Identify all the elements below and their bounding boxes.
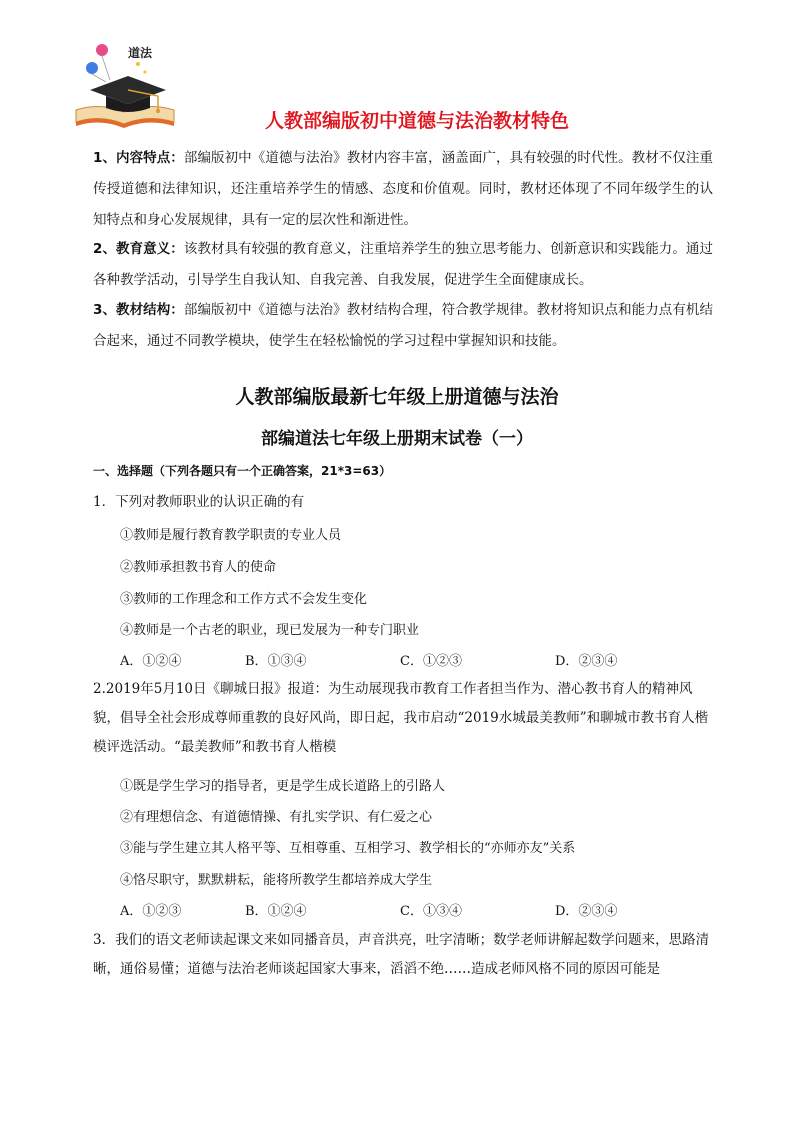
question-item: ③能与学生建立其人格平等、互相尊重、互相学习、教学相长的“亦师亦友”关系 (120, 841, 576, 856)
choice-d: D．②③④ (555, 654, 618, 669)
feature-heading: 1、内容特点： (93, 150, 184, 166)
choice-a: A．①②③ (120, 904, 182, 919)
answer-choices (120, 900, 680, 920)
question-item: ④教师是一个古老的职业，现已发展为一种专门职业 (120, 623, 420, 638)
choice-b: B．①②④ (245, 904, 307, 919)
feature-paragraph (93, 234, 713, 296)
choice-c: C．①③④ (400, 904, 462, 919)
question-item: ①既是学生学习的指导者，更是学生成长道路上的引路人 (120, 779, 446, 794)
question-item: ①教师是履行教育教学职责的专业人员 (120, 528, 342, 543)
choice-c: C．①②③ (400, 654, 462, 669)
choice-d: D．②③④ (555, 904, 618, 919)
question-stem: 1．下列对教师职业的认识正确的有 (93, 494, 305, 510)
question-item: ③教师的工作理念和工作方式不会发生变化 (120, 592, 368, 607)
feature-text: 部编版初中《道德与法治》教材结构合理，符合教学规律。教材将知识点和能力点有机结合起来，通过不同教学模块，使学生在轻松愉悦的学习过程中掌握知识和技能。 (93, 302, 713, 349)
feature-paragraph (93, 143, 713, 236)
feature-text: 该教材具有较强的教育意义，注重培养学生的独立思考能力、创新意识和实践能力。通过各种教学活动，引导学生自我认知、自我完善、自我发展，促进学生全面健康成长。 (93, 241, 713, 288)
question-item: ④恪尽职守，默默耕耘，能将所教学生都培养成大学生 (120, 873, 433, 888)
page-title: 人教部编版初中道德与法治教材特色 (264, 110, 569, 132)
choice-a: A．①②④ (120, 654, 182, 669)
question-item: ②有理想信念、有道德情操、有扎实学识、有仁爱之心 (120, 810, 433, 825)
question-item: ②教师承担教书育人的使命 (120, 560, 277, 575)
feature-heading: 2、教育意义： (93, 241, 184, 257)
logo-label: 道法 (128, 46, 153, 60)
question-stem: 3．我们的语文老师读起课文来如同播音员，声音洪亮，吐字清晰；数学老师讲解起数学问题来，思路清晰，通俗易懂；道德与法治老师谈起国家大事来，滔滔不绝……造成老师风格不同的原因可能是 (93, 932, 710, 977)
feature-heading: 3、教材结构： (93, 302, 184, 318)
choice-b: B．①③④ (245, 654, 307, 669)
feature-text: 部编版初中《道德与法治》教材内容丰富，涵盖面广，具有较强的时代性。教材不仅注重传授道德和法律知识，还注重培养学生的情感、态度和价值观。同时，教材还体现了不同年级学生的认知特点和身心发展规律，具有一定的层次性和渐进性。 (93, 150, 713, 228)
feature-paragraph (93, 295, 713, 357)
section-heading: 一、选择题（下列各题只有一个正确答案，21*3=63） (93, 464, 392, 478)
exam-title: 人教部编版最新七年级上册道德与法治 (235, 386, 559, 408)
question-stem: 2.2019年5月10日《聊城日报》报道：为生动展现我市教育工作者担当作为、潜心教书育人的精神风貌，倡导全社会形成尊师重教的良好风尚，即日起，我市启动“2019水城最美教师”和聊城市教书育人楷模评选活动。“最美教师”和教书育人楷模 (93, 681, 709, 755)
exam-subtitle: 部编道法七年级上册期末试卷（一） (261, 429, 533, 449)
answer-choices (120, 650, 680, 670)
